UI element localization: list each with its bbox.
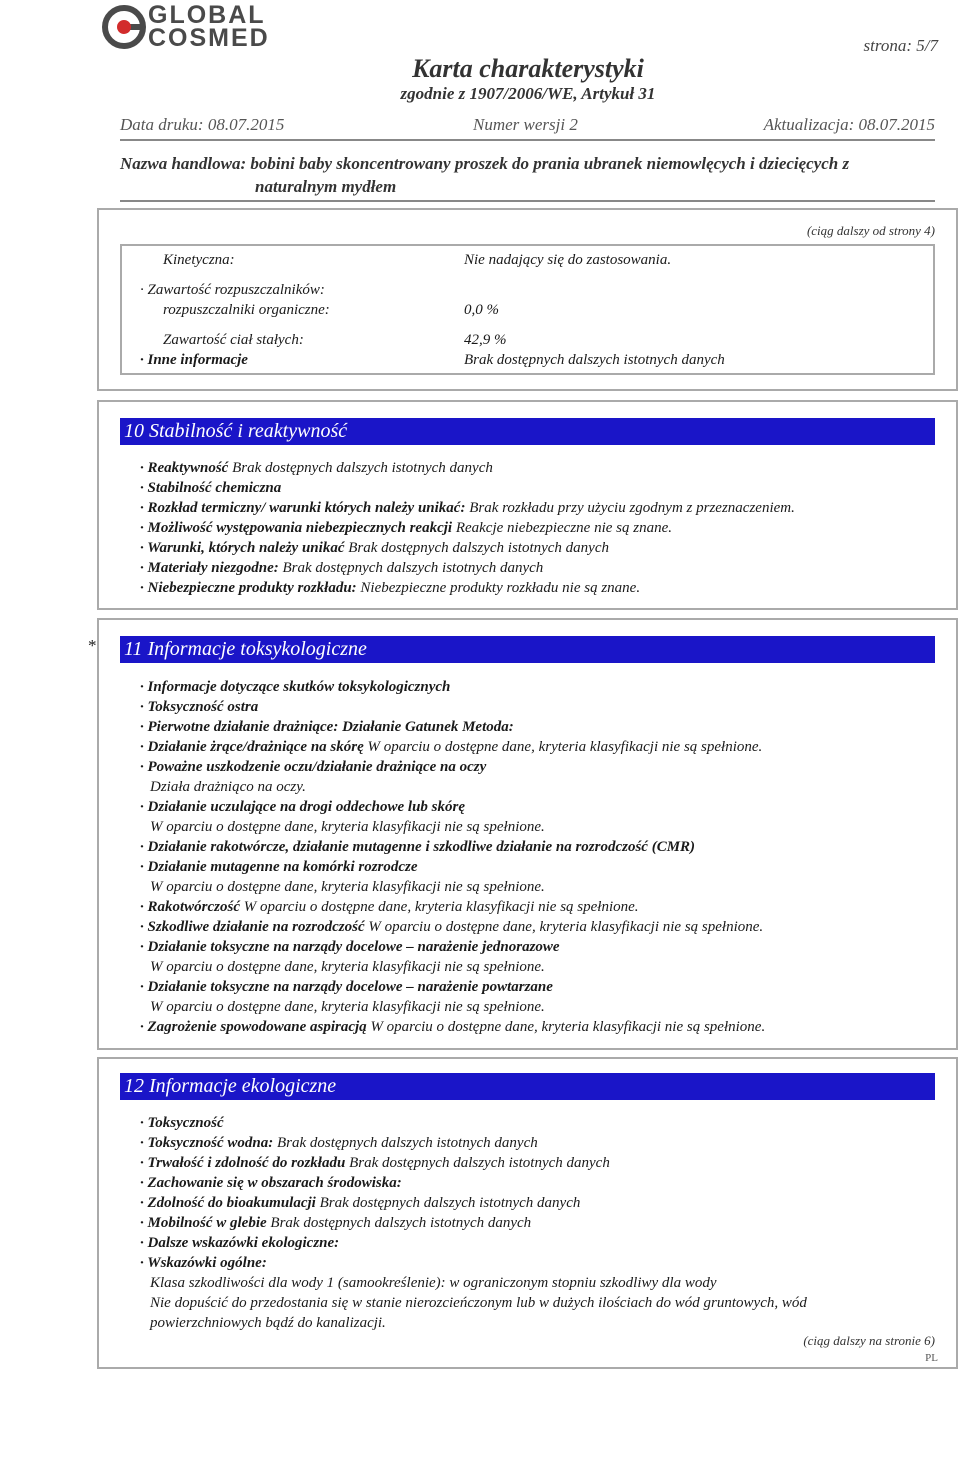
text-line — [140, 757, 486, 777]
line-label: · Działanie uczulające na drogi oddechowe lub skórę — [140, 799, 466, 815]
version-number: Numer wersji 2 — [473, 115, 578, 134]
line-value: Brak dostępnych dalszych istotnych danych — [315, 1195, 581, 1211]
text-line — [140, 478, 281, 498]
line-label: · Trwałość i zdolność do rozkładu — [140, 1155, 346, 1171]
text-line — [140, 677, 450, 697]
section-11-title: 11 Informacje toksykologiczne — [120, 636, 935, 663]
line-value: W oparciu o dostępne dane, kryteria klasyfikacji nie są spełnione. — [150, 819, 545, 835]
line-value: Brak dostępnych dalszych istotnych danych — [273, 1135, 538, 1151]
text-line — [150, 877, 545, 897]
line-value: W oparciu o dostępne dane, kryteria klasyfikacji nie są spełnione. — [150, 879, 545, 895]
solvent-content-label: · Zawartość rozpuszczalników: — [140, 282, 325, 298]
trade-name-divider — [120, 200, 935, 202]
trade-name: Nazwa handlowa: bobini baby skoncentrowany proszek do prania ubranek niemowlęcych i dziecięcych z naturalnym mydłem — [120, 154, 850, 196]
line-label: · Zachowanie się w obszarach środowiska: — [140, 1175, 402, 1191]
line-value: Brak dostępnych dalszych istotnych danych — [345, 1155, 610, 1171]
logo-text: GLOBAL COSMED — [148, 1, 270, 52]
line-label: · Poważne uszkodzenie oczu/działanie drażniące na oczy — [140, 759, 487, 775]
text-line — [140, 697, 258, 717]
line-value: Klasa szkodliwości dla wody 1 (samookreślenie): w ograniczonym stopniu szkodliwy dla wody — [150, 1275, 717, 1291]
line-value: Brak dostępnych dalszych istotnych danych — [228, 460, 493, 476]
other-info-label: · Inne informacje — [140, 352, 248, 368]
line-value: powierzchniowych bądź do kanalizacji. — [150, 1315, 386, 1331]
line-value: Brak rozkładu przy użyciu zgodnym z przeznaczeniem. — [465, 500, 795, 516]
line-value: Brak dostępnych dalszych istotnych danych — [266, 1215, 532, 1231]
line-label: · Materiały niezgodne: — [140, 560, 279, 576]
line-label: · Pierwotne działanie drażniące: Działanie Gatunek Metoda: — [140, 719, 514, 735]
line-value: W oparciu o dostępne dane, kryteria klasyfikacji nie są spełnione. — [150, 999, 545, 1015]
text-line — [140, 1153, 610, 1173]
line-value: W oparciu o dostępne dane, kryteria klasyfikacji nie są spełnione. — [150, 959, 545, 975]
text-line — [140, 717, 514, 737]
line-label: · Mobilność w glebie — [140, 1215, 267, 1231]
text-line — [140, 1233, 339, 1253]
header-divider — [120, 139, 935, 141]
line-label: · Warunki, których należy unikać — [140, 540, 345, 556]
continued-from-label: (ciąg dalszy od strony 4) — [806, 223, 935, 238]
line-label: · Wskazówki ogólne: — [140, 1255, 267, 1271]
text-line — [150, 1313, 386, 1333]
line-label: · Możliwość występowania niebezpiecznych reakcji — [140, 520, 453, 536]
line-label: · Dalsze wskazówki ekologiczne: — [140, 1235, 340, 1251]
text-line — [140, 1173, 402, 1193]
text-line — [140, 1253, 267, 1273]
text-line — [140, 897, 639, 917]
text-line — [140, 837, 695, 857]
solids-content-label: Zawartość ciał stałych: — [163, 332, 304, 348]
text-line — [140, 737, 762, 757]
text-line — [150, 1273, 717, 1293]
text-line — [140, 917, 763, 937]
text-line — [140, 458, 493, 478]
line-label: · Stabilność chemiczna — [140, 480, 282, 496]
line-label: · Reaktywność — [140, 460, 229, 476]
organic-solvents-value: 0,0 % — [464, 302, 499, 318]
line-label: · Informacje dotyczące skutków toksykologicznych — [140, 679, 451, 695]
text-line — [140, 578, 640, 598]
line-label: · Rozkład termiczny/ warunki których należy unikać: — [140, 500, 466, 516]
text-line — [140, 937, 560, 957]
text-line — [140, 857, 418, 877]
document-subtitle: zgodnie z 1907/2006/WE, Artykuł 31 — [400, 84, 656, 103]
line-value: Nie dopuścić do przedostania się w stanie nierozcieńczonym lub w dużych ilościach do wód gruntowych, wód — [150, 1295, 807, 1311]
line-value: W oparciu o dostępne dane, kryteria klasyfikacji nie są spełnione. — [240, 899, 639, 915]
page-number: strona: 5/7 — [863, 36, 938, 55]
line-label: · Szkodliwe działanie na rozrodczość — [140, 919, 365, 935]
text-line — [140, 977, 553, 997]
line-value: W oparciu o dostępne dane, kryteria klasyfikacji nie są spełnione. — [364, 919, 764, 935]
other-info-value: Brak dostępnych dalszych istotnych danych — [464, 352, 725, 368]
line-value: Brak dostępnych dalszych istotnych danych — [344, 540, 609, 556]
line-label: · Zagrożenie spowodowane aspiracją — [140, 1019, 367, 1035]
kinetic-label: Kinetyczna: — [163, 252, 235, 268]
language-code: PL — [925, 1352, 938, 1364]
revision-marker: * — [88, 636, 97, 655]
text-line — [140, 498, 795, 518]
line-value: Działa drażniąco na oczy. — [150, 779, 306, 795]
line-value: W oparciu o dostępne dane, kryteria klasyfikacji nie są spełnione. — [366, 1019, 766, 1035]
line-label: · Toksyczność wodna: — [140, 1135, 274, 1151]
line-label: · Rakotwórczość — [140, 899, 241, 915]
text-line — [150, 1293, 807, 1313]
line-label: · Działanie rakotwórcze, działanie mutagenne i szkodliwe działanie na rozrodczość (CMR) — [140, 839, 696, 855]
line-label: · Działanie toksyczne na narządy docelowe – narażenie jednorazowe — [140, 939, 560, 955]
text-line — [140, 1193, 580, 1213]
text-line — [140, 1113, 224, 1133]
logo-g-icon — [102, 4, 146, 50]
line-label: · Działanie toksyczne na narządy docelowe – narażenie powtarzane — [140, 979, 553, 995]
continued-to-label: (ciąg dalszy na stronie 6) — [803, 1333, 935, 1348]
line-label: · Niebezpieczne produkty rozkładu: — [140, 580, 357, 596]
update-date: Aktualizacja: 08.07.2015 — [763, 115, 935, 134]
line-label: · Zdolność do bioakumulacji — [140, 1195, 316, 1211]
solids-content-value: 42,9 % — [464, 332, 507, 348]
print-date: Data druku: 08.07.2015 — [120, 115, 285, 134]
line-label: · Działanie żrące/drażniące na skórę — [140, 739, 364, 755]
line-label: · Działanie mutagenne na komórki rozrodcze — [140, 859, 418, 875]
text-line — [140, 1017, 765, 1037]
line-label: · Toksyczność — [140, 1115, 224, 1131]
text-line — [140, 797, 465, 817]
company-logo — [102, 1, 302, 52]
line-value: Reakcje niebezpieczne nie są znane. — [452, 520, 672, 536]
text-line — [150, 817, 545, 837]
text-line — [150, 997, 545, 1017]
line-label: · Toksyczność ostra — [140, 699, 259, 715]
line-value: W oparciu o dostępne dane, kryteria klasyfikacji nie są spełnione. — [363, 739, 763, 755]
organic-solvents-label: rozpuszczalniki organiczne: — [163, 302, 330, 318]
text-line — [140, 518, 672, 538]
section-10-title: 10 Stabilność i reaktywność — [120, 418, 935, 445]
text-line — [140, 1133, 538, 1153]
text-line — [140, 558, 543, 578]
line-value: Niebezpieczne produkty rozkładu nie są znane. — [356, 580, 641, 596]
text-line — [150, 777, 306, 797]
section-12-title: 12 Informacje ekologiczne — [120, 1073, 935, 1100]
line-value: Brak dostępnych dalszych istotnych danych — [278, 560, 544, 576]
text-line — [140, 538, 609, 558]
document-title: Karta charakterystyki — [412, 54, 644, 83]
text-line — [150, 957, 545, 977]
text-line — [140, 1213, 531, 1233]
kinetic-value: Nie nadający się do zastosowania. — [464, 252, 672, 268]
